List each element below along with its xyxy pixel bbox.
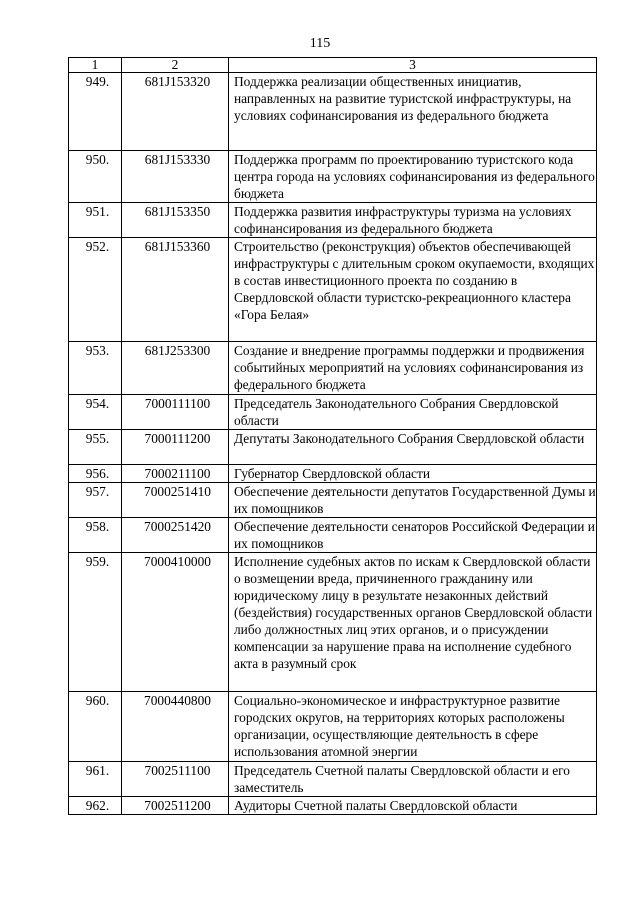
row-number: 956. [69, 465, 122, 483]
row-code: 7000440800 [122, 692, 229, 762]
row-code: 7000111100 [122, 395, 229, 430]
table-row [69, 553, 597, 692]
table-row [69, 518, 597, 553]
row-code: 681J153360 [122, 238, 229, 342]
row-description: Поддержка программ по проектированию туристского кода центра города на условиях софинансирования из федерального бюджета [229, 151, 597, 203]
table-row [69, 483, 597, 518]
row-description: Губернатор Свердловской области [229, 465, 597, 483]
row-code: 7000410000 [122, 553, 229, 692]
table-row [69, 797, 597, 815]
row-code: 7000211100 [122, 465, 229, 483]
row-code: 7000251410 [122, 483, 229, 518]
table-row [69, 151, 597, 203]
row-code: 681J253300 [122, 342, 229, 395]
row-description: Обеспечение деятельности депутатов Государственной Думы и их помощников [229, 483, 597, 518]
row-code: 7002511200 [122, 797, 229, 815]
table-row [69, 692, 597, 762]
row-description: Председатель Законодательного Собрания Свердловской области [229, 395, 597, 430]
row-description: Поддержка развития инфраструктуры туризма на условиях софинансирования из федерального бюджета [229, 203, 597, 238]
table-row [69, 395, 597, 430]
table-row [69, 73, 597, 151]
column-header-1: 1 [69, 58, 122, 73]
row-number: 955. [69, 430, 122, 465]
row-code: 7000251420 [122, 518, 229, 553]
row-description: Социально-экономическое и инфраструктурное развитие городских округов, на территориях которых расположены организации, осуществляющие деятельность в сфере использования атомной энергии [229, 692, 597, 762]
table-row [69, 203, 597, 238]
table-row [69, 430, 597, 465]
table-row [69, 238, 597, 342]
row-number: 959. [69, 553, 122, 692]
column-header-3: 3 [229, 58, 597, 73]
row-number: 949. [69, 73, 122, 151]
column-header-2: 2 [122, 58, 229, 73]
row-code: 681J153330 [122, 151, 229, 203]
row-number: 952. [69, 238, 122, 342]
table-row [69, 342, 597, 395]
row-description: Депутаты Законодательного Собрания Свердловской области [229, 430, 597, 465]
row-code: 7000111200 [122, 430, 229, 465]
row-description: Исполнение судебных актов по искам к Свердловской области о возмещении вреда, причиненного гражданину или юридическому лицу в результате незаконных действий (бездействия) государственных органов Свердловской области либо должностных лиц этих органов, и о присуждении компенсации за нарушение права на исполнение судебного акта в разумный срок [229, 553, 597, 692]
row-code: 681J153320 [122, 73, 229, 151]
row-number: 950. [69, 151, 122, 203]
row-description: Поддержка реализации общественных инициатив, направленных на развитие туристской инфраструктуры, на условиях софинансирования из федерального бюджета [229, 73, 597, 151]
row-number: 962. [69, 797, 122, 815]
row-number: 960. [69, 692, 122, 762]
page-number: 115 [309, 36, 331, 51]
row-number: 953. [69, 342, 122, 395]
row-description: Аудиторы Счетной палаты Свердловской области [229, 797, 597, 815]
row-description: Обеспечение деятельности сенаторов Российской Федерации и их помощников [229, 518, 597, 553]
table-row [69, 762, 597, 797]
row-description: Создание и внедрение программы поддержки и продвижения событийных мероприятий на условиях софинансирования из федерального бюджета [229, 342, 597, 395]
row-number: 954. [69, 395, 122, 430]
table-header-row [69, 58, 597, 73]
row-number: 961. [69, 762, 122, 797]
row-number: 951. [69, 203, 122, 238]
budget-codes-table [68, 57, 597, 815]
row-number: 957. [69, 483, 122, 518]
row-description: Строительство (реконструкция) объектов обеспечивающей инфраструктуры с длительным сроком окупаемости, входящих в состав инвестиционного проекта по созданию в Свердловской области туристско-рекреационного кластера «Гора Белая» [229, 238, 597, 342]
table-row [69, 465, 597, 483]
row-description: Председатель Счетной палаты Свердловской области и его заместитель [229, 762, 597, 797]
row-code: 7002511100 [122, 762, 229, 797]
row-number: 958. [69, 518, 122, 553]
row-code: 681J153350 [122, 203, 229, 238]
